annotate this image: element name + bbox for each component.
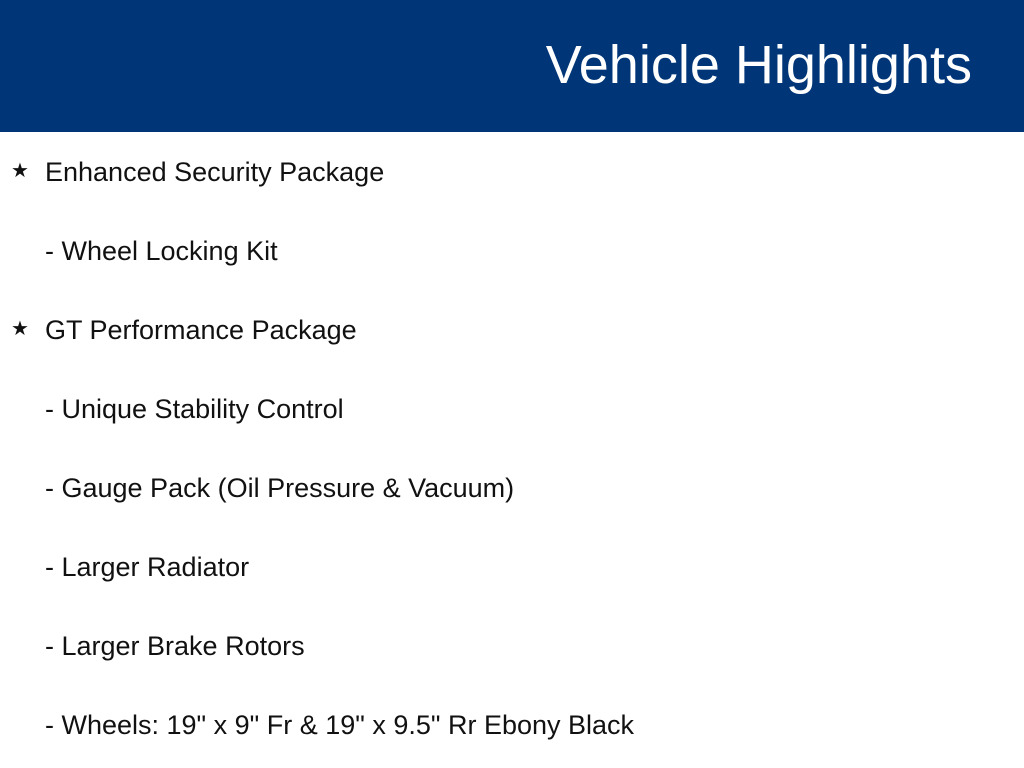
list-item	[0, 310, 1024, 350]
list-item	[0, 705, 1024, 745]
list-item-text: GT Performance Package	[45, 315, 357, 345]
list-item	[0, 152, 1024, 192]
list-item-text: - Unique Stability Control	[45, 394, 344, 424]
page-title: Vehicle Highlights	[545, 35, 972, 95]
list-item-text: - Larger Brake Rotors	[45, 631, 305, 661]
list-item	[0, 389, 1024, 429]
list-item-text: - Larger Radiator	[45, 552, 250, 582]
list-item	[0, 468, 1024, 508]
list-item	[0, 231, 1024, 271]
star-icon: ★	[11, 158, 29, 182]
list-item-text: - Gauge Pack (Oil Pressure & Vacuum)	[45, 473, 515, 503]
header-banner	[0, 0, 1024, 132]
list-item	[0, 547, 1024, 587]
list-item-text: Enhanced Security Package	[45, 157, 385, 187]
list-item-text: - Wheels: 19" x 9" Fr & 19" x 9.5" Rr Ebony Black	[45, 710, 635, 740]
list-item-text: - Wheel Locking Kit	[45, 236, 278, 266]
star-icon: ★	[11, 316, 29, 340]
list-item	[0, 626, 1024, 666]
